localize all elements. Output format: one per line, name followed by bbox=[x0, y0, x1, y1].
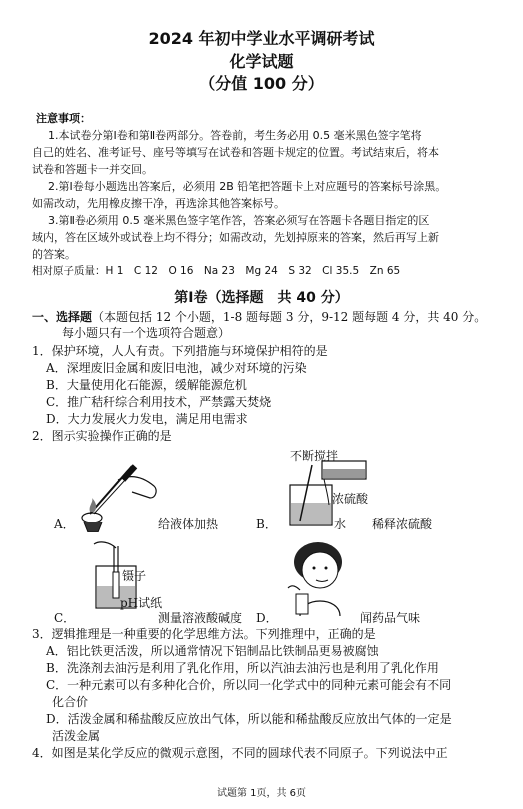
note-1c: 试卷和答题卡一并交回。 bbox=[32, 163, 153, 176]
part1-line2: 每小题只有一个选项符合题意） bbox=[62, 326, 231, 340]
exam-title: 2024 年初中学业水平调研考试 bbox=[148, 29, 375, 48]
figure-heating-liquid bbox=[70, 452, 160, 532]
part1-heading: 一、选择题 bbox=[32, 310, 93, 324]
q2-stem: 2．图示实验操作正确的是 bbox=[32, 429, 172, 443]
exam-score: （分值 100 分） bbox=[199, 74, 324, 93]
q1-stem: 1．保护环境，人人有责。下列措施与环境保护相符的是 bbox=[32, 344, 328, 358]
q1-option-c: C．推广秸秆综合利用技术，严禁露天焚烧 bbox=[46, 395, 272, 409]
note-2b: 如需改动，先用橡皮擦干净，再选涂其他答案标号。 bbox=[32, 197, 285, 210]
exam-subject: 化学试题 bbox=[229, 52, 294, 71]
q2-option-a-letter: A． bbox=[54, 517, 75, 531]
label-tweezers: 镊子 bbox=[122, 569, 147, 583]
q2-option-b-letter: B． bbox=[256, 517, 277, 531]
q2-option-d-letter: D． bbox=[256, 611, 278, 625]
note-2a: 2.第Ⅰ卷每小题选出答案后，必须用 2B 铅笔把答题卡上对应题号的答案标号涂黑。 bbox=[48, 180, 447, 193]
q1-option-b: B．大量使用化石能源，缓解能源危机 bbox=[46, 378, 247, 392]
q2-option-c-letter: C． bbox=[54, 611, 76, 625]
q1-option-d: D．大力发展火力发电，满足用电需求 bbox=[46, 412, 248, 426]
q3-option-b: B．洗涤剂去油污是利用了乳化作用，所以汽油去油污也是利用了乳化作用 bbox=[46, 661, 439, 675]
note-1b: 自己的姓名、准考证号、座号等填写在试卷和答题卡规定的位置。考试结束后，将本 bbox=[32, 146, 439, 159]
q3-option-c-line1: C．一种元素可以有多种化合价，所以同一化学式中的同种元素可能会有不同 bbox=[46, 678, 452, 692]
notes-heading: 注意事项： bbox=[36, 112, 91, 125]
q2-option-c-caption: 测量溶液酸碱度 bbox=[158, 611, 243, 625]
label-keep-stirring: 不断搅拌 bbox=[290, 449, 339, 463]
label-water: 水 bbox=[334, 517, 347, 531]
page-footer: 试题第 1页，共 6页 bbox=[216, 788, 307, 799]
q2-option-b-caption: 稀释浓硫酸 bbox=[372, 517, 433, 531]
q1-option-a: A．深埋废旧金属和废旧电池，减少对环境的污染 bbox=[46, 361, 307, 375]
label-ph-paper: pH试纸 bbox=[120, 596, 163, 610]
note-3b: 域内，答在区域外或试卷上均不得分；如需改动，先划掉原来的答案，然后再写上新 bbox=[32, 231, 439, 244]
note-1a: 1.本试卷分第Ⅰ卷和第Ⅱ卷两部分。答卷前，考生务必用 0.5 毫米黑色签字笔将 bbox=[48, 129, 422, 142]
part1-desc: （本题包括 12 个小题，1-8 题每题 3 分，9-12 题每题 4 分，共 40 分。 bbox=[92, 310, 487, 324]
q3-stem: 3．逻辑推理是一种重要的化学思维方法。下列推理中，正确的是 bbox=[32, 627, 376, 641]
q2-option-a-caption: 给液体加热 bbox=[158, 517, 219, 531]
label-conc-acid: 浓硫酸 bbox=[332, 492, 369, 506]
figure-smelling bbox=[282, 540, 352, 618]
q3-option-c-line2: 化合价 bbox=[52, 695, 89, 709]
part1-line1 bbox=[32, 310, 486, 325]
q3-option-a: A．铝比铁更活泼，所以通常情况下铝制品比铁制品更易被腐蚀 bbox=[46, 644, 379, 658]
section-title: 第Ⅰ卷（选择题 共 40 分） bbox=[174, 290, 349, 306]
note-3a: 3.第Ⅱ卷必须用 0.5 毫米黑色签字笔作答，答案必须写在答题卡各题目指定的区 bbox=[48, 214, 430, 227]
q2-option-d-caption: 闻药品气味 bbox=[360, 611, 421, 625]
atomic-masses: 相对原子质量：H 1 C 12 O 16 Na 23 Mg 24 S 32 Cl 35.5 Zn 65 bbox=[32, 265, 401, 277]
q3-option-d-line1: D．活泼金属和稀盐酸反应放出气体，所以能和稀盐酸反应放出气体的一定是 bbox=[46, 712, 452, 726]
q4-stem: 4．如图是某化学反应的微观示意图，不同的圆球代表不同原子。下列说法中正 bbox=[32, 746, 448, 760]
q3-option-d-line2: 活泼金属 bbox=[52, 729, 101, 743]
note-3c: 的答案。 bbox=[32, 248, 76, 261]
